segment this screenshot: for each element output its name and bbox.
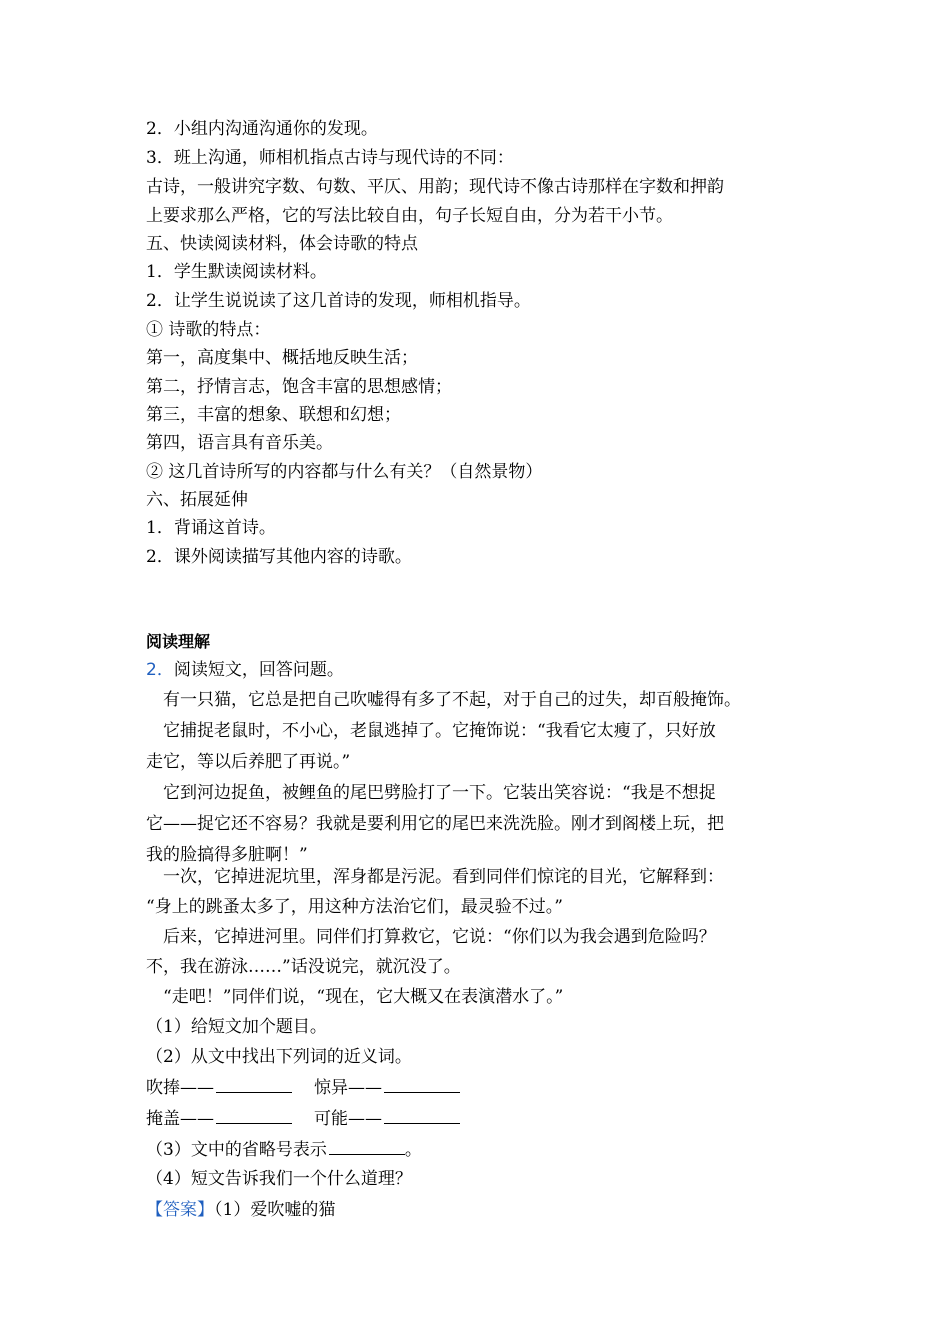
lesson-line: 1．背诵这首诗。: [146, 518, 276, 538]
lesson-line: 3．班上沟通，师相机指点古诗与现代诗的不同：: [146, 148, 514, 168]
passage-line: 后来，它掉进河里。同伴们打算救它，它说：“你们以为我会遇到危险吗？: [163, 927, 716, 947]
lesson-line: ① 诗歌的特点：: [146, 320, 271, 340]
passage-line: 它——捉它还不容易？我就是要利用它的尾巴来洗洗脸。刚才到阁楼上玩，把: [146, 814, 724, 834]
sub-question-4: （4）短文告诉我们一个什么道理？: [146, 1169, 412, 1189]
lesson-line: 六、拓展延伸: [146, 490, 248, 510]
section-heading: 阅读理解: [146, 632, 211, 651]
passage-line: 它到河边捉鱼，被鲤鱼的尾巴劈脸打了一下。它装出笑容说：“我是不想捉: [163, 783, 716, 803]
lesson-line: 2．小组内沟通沟通你的发现。: [146, 119, 378, 139]
passage-line: “身上的跳蚤太多了，用这种方法治它们，最灵验不过。”: [146, 897, 563, 917]
answer-text: （1）爱吹嘘的猫: [214, 1200, 336, 1220]
sub-question-3-text: （3）文中的省略号表示: [146, 1140, 327, 1160]
answer-blank[interactable]: [329, 1139, 405, 1155]
sub-question-2: （2）从文中找出下列词的近义词。: [146, 1047, 412, 1067]
sub-question-3: [146, 1139, 422, 1160]
lesson-line: 2．课外阅读描写其他内容的诗歌。: [146, 547, 412, 567]
question-header: [146, 660, 344, 680]
lesson-line: 五、快读阅读材料，体会诗歌的特点: [146, 234, 418, 254]
passage-line: 一次，它掉进泥坑里，浑身都是污泥。看到同伴们惊诧的目光，它解释到：: [163, 867, 724, 887]
synonym-word: 惊异——: [314, 1078, 382, 1098]
passage-line: “走吧！”同伴们说，“现在，它大概又在表演潜水了。”: [163, 987, 564, 1007]
lesson-line: 古诗，一般讲究字数、句数、平仄、用韵；现代诗不像古诗那样在字数和押韵: [146, 177, 724, 197]
passage-line: 有一只猫，它总是把自己吹嘘得有多了不起，对于自己的过失，却百般掩饰。: [163, 690, 741, 710]
lesson-line: 第二，抒情言志，饱含丰富的思想感情；: [146, 377, 452, 397]
sub-question-3-end: 。: [404, 1140, 422, 1160]
lesson-line: 上要求那么严格，它的写法比较自由，句子长短自由，分为若干小节。: [146, 206, 673, 226]
question-number: 2．: [146, 660, 174, 680]
sub-question-1: （1）给短文加个题目。: [146, 1017, 327, 1037]
synonym-word: 可能——: [314, 1109, 382, 1129]
answer-tag: 【答案】: [146, 1200, 214, 1220]
answer-line: [146, 1200, 335, 1220]
passage-line: 走它，等以后养肥了再说。”: [146, 752, 351, 772]
answer-blank[interactable]: [216, 1077, 292, 1093]
synonym-word: 吹捧——: [146, 1078, 214, 1098]
passage-line: 它捕捉老鼠时，不小心，老鼠逃掉了。它掩饰说：“我看它太瘦了，只好放: [163, 721, 716, 741]
lesson-line: ② 这几首诗所写的内容都与什么有关？（自然景物）: [146, 462, 543, 482]
lesson-line: 2．让学生说说读了这几首诗的发现，师相机指导。: [146, 291, 531, 311]
answer-blank[interactable]: [384, 1108, 460, 1124]
question-prompt: 阅读短文，回答问题。: [173, 660, 344, 680]
lesson-line: 第一，高度集中、概括地反映生活；: [146, 348, 418, 368]
lesson-line: 第四，语言具有音乐美。: [146, 433, 333, 453]
synonym-row: [146, 1077, 460, 1098]
passage-line: 我的脸搞得多脏啊！”: [146, 845, 308, 865]
synonym-word: 掩盖——: [146, 1109, 214, 1129]
answer-blank[interactable]: [384, 1077, 460, 1093]
lesson-line: 第三，丰富的想象、联想和幻想；: [146, 405, 401, 425]
lesson-line: 1．学生默读阅读材料。: [146, 262, 327, 282]
passage-line: 不，我在游泳……”话没说完，就沉没了。: [146, 957, 461, 977]
synonym-row: [146, 1108, 460, 1129]
answer-blank[interactable]: [216, 1108, 292, 1124]
